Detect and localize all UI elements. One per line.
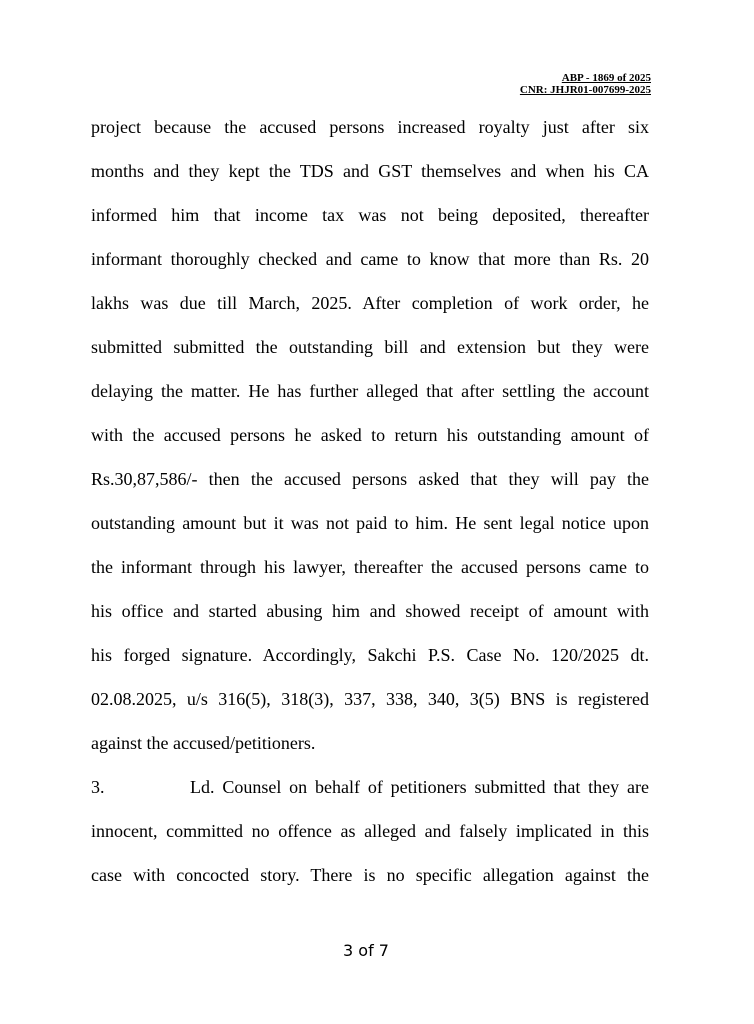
text-line: delaying the matter. He has further alleged that after settling the account (91, 381, 649, 401)
text-line: against the accused/petitioners. (91, 733, 316, 753)
text-line: case with concocted story. There is no specific allegation against the (91, 865, 649, 885)
text-line: Rs.30,87,586/- then the accused persons asked that they will pay the (91, 469, 649, 489)
text-line: months and they kept the TDS and GST themselves and when his CA (91, 161, 649, 181)
cnr-number: CNR: JHJR01-007699-2025 (519, 84, 651, 96)
text-line: his office and started abusing him and showed receipt of amount with (91, 601, 649, 621)
text-line: lakhs was due till March, 2025. After completion of work order, he (91, 293, 649, 313)
text-line: his forged signature. Accordingly, Sakchi P.S. Case No. 120/2025 dt. (91, 645, 649, 665)
paragraph-number: 3. (91, 777, 105, 797)
text-line: submitted submitted the outstanding bill and extension but they were (91, 337, 649, 357)
text-line: innocent, committed no offence as alleged and falsely implicated in this (91, 821, 649, 841)
text-line: with the accused persons he asked to return his outstanding amount of (91, 425, 649, 445)
case-header (520, 72, 651, 96)
page-indicator: 3 of 7 (343, 941, 389, 960)
text-line: project because the accused persons increased royalty just after six (91, 117, 649, 137)
text-line: informant thoroughly checked and came to know that more than Rs. 20 (91, 249, 649, 269)
text-line: outstanding amount but it was not paid to him. He sent legal notice upon (91, 513, 649, 533)
text-line: 02.08.2025, u/s 316(5), 318(3), 337, 338, 340, 3(5) BNS is registered (91, 689, 649, 709)
case-number: ABP - 1869 of 2025 (561, 72, 651, 84)
text-line: informed him that income tax was not being deposited, thereafter (91, 205, 649, 225)
text-line: the informant through his lawyer, thereafter the accused persons came to (91, 557, 649, 577)
paragraph-first-line: Ld. Counsel on behalf of petitioners submitted that they are (190, 777, 649, 797)
